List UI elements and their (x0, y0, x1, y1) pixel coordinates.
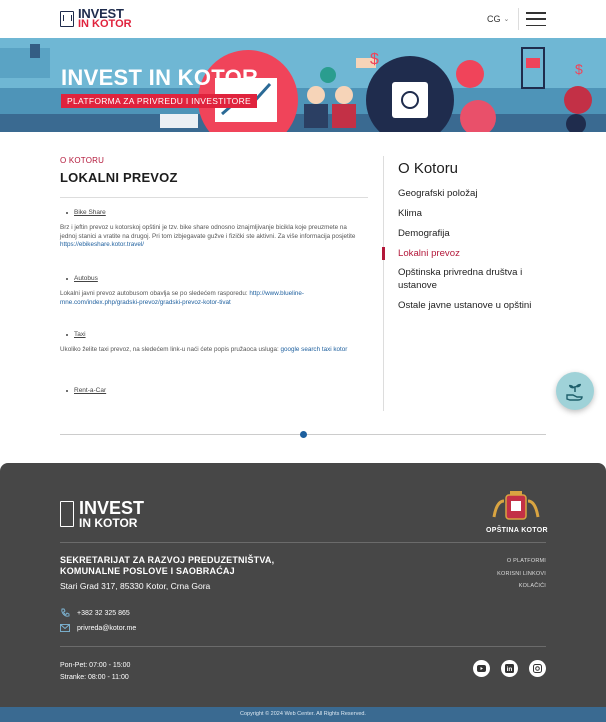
taxi-text: Ukoliko želite taxi prevoz, na sledećem link-u naći ćete popis pružaoca usluga: google search taxi kotor (60, 346, 348, 353)
linkedin-icon[interactable] (501, 660, 518, 677)
instagram-icon[interactable] (529, 660, 546, 677)
bike-share-link[interactable]: https://ebikeshare.kotor.travel/ (60, 241, 145, 249)
sidebar-item-demografija[interactable]: Demografija (398, 228, 450, 239)
footer-link-korisni-linkovi[interactable]: KORISNI LINKOVI (497, 570, 546, 577)
hand-plant-icon (564, 380, 586, 402)
sidebar-title: O Kotoru (398, 160, 459, 177)
section-heading-bike-share[interactable]: Bike Share (74, 209, 106, 216)
footer-link-o-platformi[interactable]: O PLATFORMI (506, 558, 546, 564)
section-heading-rent-a-car[interactable]: Rent-a-Car (74, 387, 107, 394)
bike-share-text: Brz i jeftin prevoz u kotorskoj opštini je tzv. bike share odnosno iznajmljivanje bicikla koje preuzmete na jednoj stanici a vratite na drugoj. Pri tom izbjegavate gužve i fizički ste aktivni. Za više informacija posjetite https://ebikeshare.kotor.travel/ (60, 224, 356, 249)
autobus-link[interactable]: http://www.blueline-mne.com/index.php/gradski-prevoz/gradski-prevoz-kotor-tivat (60, 290, 304, 306)
copyright-bar: Copyright © 2024 Web Center. All Rights Reserved. (0, 707, 606, 722)
language-label: CG (487, 14, 501, 24)
banner-subtitle: PLATFORMA ZA PRIVREDU I INVESTITORE (61, 94, 257, 108)
sidebar-divider (383, 156, 384, 411)
footer-divider-2 (60, 646, 546, 647)
organization-name: SEKRETARIJAT ZA RAZVOJ PREDUZETNIŠTVA, KOMUNALNE POSLOVE I SAOBRAĆAJ (60, 555, 275, 576)
footer-phone[interactable]: +382 32 325 865 (60, 608, 130, 618)
logo-line1: INVEST (78, 6, 124, 21)
footer-link-kolacici[interactable]: KOLAČIĆI (518, 583, 546, 589)
main-content (60, 156, 368, 394)
footer-email[interactable]: privreda@kotor.me (60, 624, 136, 632)
section-heading-taxi[interactable]: Taxi (74, 331, 86, 338)
page-title: LOKALNI PREVOZ (60, 170, 178, 185)
footer-logo[interactable] (60, 499, 144, 529)
site-header (0, 0, 606, 38)
footer-address: Stari Grad 317, 85330 Kotor, Crna Gora (60, 581, 211, 591)
hero-banner (0, 38, 606, 132)
header-divider (518, 8, 519, 30)
title-divider (60, 197, 368, 198)
svg-text:$: $ (575, 61, 583, 77)
site-logo[interactable] (60, 6, 132, 32)
breadcrumb[interactable]: O KOTORU (60, 156, 105, 165)
phone-icon (60, 608, 70, 618)
footer-divider (60, 542, 546, 543)
sidebar-item-lokalni-prevoz[interactable]: Lokalni prevoz (398, 248, 460, 259)
autobus-text: Lokalni javni prevoz autobusom obavlja se po sledećem rasporedu: http://www.blueline-mne.com/index.php/gradski-prevoz/gradski-prevoz-kotor-tivat (60, 290, 304, 306)
youtube-icon[interactable] (473, 660, 490, 677)
floating-action-button[interactable] (556, 372, 594, 410)
logo-line2: IN KOTOR (78, 18, 132, 30)
footer-logo-line1: INVEST (79, 498, 145, 518)
chevron-down-icon: ⌄ (503, 16, 510, 23)
site-footer (0, 463, 606, 707)
sidebar-item-geografski-polozaj[interactable]: Geografski položaj (398, 188, 478, 199)
banner-title: INVEST IN KOTOR (61, 65, 259, 90)
section-heading-autobus[interactable]: Autobus (74, 275, 98, 282)
svg-text:in: in (506, 666, 513, 673)
working-hours: Pon-Pet: 07:00 - 15:00 Stranke: 08:00 - 11:00 (60, 662, 131, 681)
divider-dot (300, 431, 307, 438)
coat-of-arms-icon (490, 491, 542, 525)
svg-text:$: $ (370, 51, 379, 68)
mail-icon (60, 624, 70, 632)
sidebar-item-opstinska-drustva[interactable]: Opštinska privredna društva i ustanove (398, 267, 523, 291)
kotor-gate-icon (60, 501, 74, 527)
crest-label: OPŠTINA KOTOR (486, 527, 548, 534)
sidebar-item-ostale-ustanove[interactable]: Ostale javne ustanove u opštini (398, 300, 532, 311)
active-indicator (382, 247, 385, 260)
sidebar-item-klima[interactable]: Klima (398, 208, 422, 219)
footer-links (497, 555, 546, 593)
hamburger-menu-icon[interactable] (526, 12, 546, 26)
language-selector[interactable] (487, 14, 509, 24)
taxi-link[interactable]: google search taxi kotor (280, 346, 348, 353)
footer-logo-line2: IN KOTOR (79, 516, 138, 530)
kotor-gate-icon (60, 11, 74, 27)
